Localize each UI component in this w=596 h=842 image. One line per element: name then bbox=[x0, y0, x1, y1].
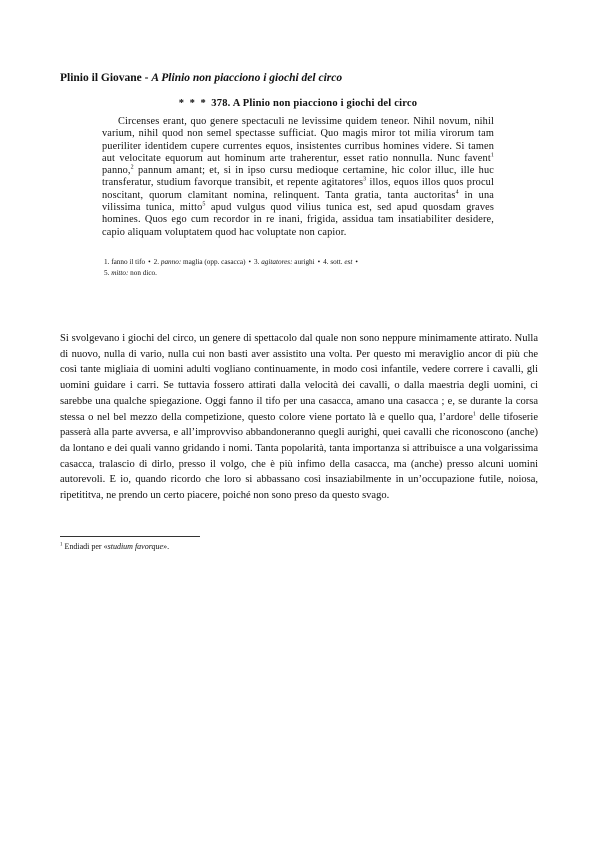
latin-notes bbox=[102, 257, 494, 279]
footnote-separator bbox=[60, 536, 200, 537]
latin-heading-text: 378. A Plinio non piacciono i giochi del circo bbox=[211, 98, 418, 109]
difficulty-stars: * * * bbox=[178, 98, 208, 109]
title-work: A Plinio non piacciono i giochi del circo bbox=[151, 72, 343, 84]
latin-notes-line-2: 5. mitto: non dico. bbox=[104, 268, 157, 277]
footnote: $^1$ Endiadi per «studium favorque». bbox=[60, 542, 170, 551]
latin-heading bbox=[102, 98, 494, 109]
footnote-reference: 1 bbox=[472, 411, 476, 418]
page-title bbox=[60, 72, 342, 84]
title-author: Plinio il Giovane - bbox=[60, 72, 152, 84]
latin-text-scan bbox=[102, 98, 494, 279]
italian-translation: Si svolgevano i giochi del circo, un genere di spettacolo dal quale non sono neppure minimamente attirato. Nulla di nuovo, nulla di vario, nulla cui non basti aver assistito una volta. Per questo mi meraviglio ancor di più che così tante migliaia di uomini adulti vogliano continuamente, in modo così infantile, vedere correre i cavalli, gli uomini guidare i carri. Se tuttavia fossero attirati dalla velocità dei cavalli, o dalla maestria degli uomini, ci sarebbe una qualche spiegazione. Oggi fanno il tifo per una casacca, amano una casacca ; e, se durante la corsa stessa o nel bel mezzo della competizione, questo colore viene portato là e quello qua, l’ardore$^1$ delle tifoserie passerà alla parte avversa, e all’improvviso abbandoneranno quegli aurighi, quei cavalli che riconoscono (anche) da lontano e dei quali vanno gridando i nomi. Tanta popolarità, tanta importanza si attribuisce a una volgarissima casacca, tralascio di dirlo, presso il volgo, che è più infimo della casacca, ma (anche) presso alcuni uomini autorevoli. E io, quando ricordo che loro si abbassano così insaziabilmente in un’occupazione futile, noiosa, ripetititva, ne prendo un certo piacere, poiché non sono preso da questo svago. bbox=[60, 333, 538, 502]
latin-notes-line-1: 1. fanno il tifo • 2. panno: maglia (opp. casacca) • 3. agitatores: aurighi • 4. sott. est • bbox=[104, 257, 358, 266]
latin-body: Circenses erant, quo genere spectaculi ne levissime quidem teneor. Nihil novum, nihil varium, nihil quod non semel spectasse sufficiat. Quo magis miror tot milia virorum tam pueriliter identidem cupere currentes equos, insistentes curribus homines videre. Si tamen aut velocitate equorum aut hominum arte traherentur, esset ratio nonnulla. Nunc favent$^1$ panno,$^2$ pannum amant; et, si in ipso cursu medioque certamine, hic color illuc, ille huc transferatur, studium favorque transibit, et repente agitatores$^3$ illos, equos illos quos procul noscitant, quorum clamitant nomina, relinquent. Tanta gratia, tanta auctoritas$^4$ in una vilissima tunica, mitto$^5$ apud vulgus quod vilius tunica est, sed apud quosdam graves homines. Quos ego cum recordor in re inani, frigida, assidua tam insatiabiliter desidere, capio aliquam voluptatem quod hac voluptate non capior. bbox=[102, 116, 494, 238]
